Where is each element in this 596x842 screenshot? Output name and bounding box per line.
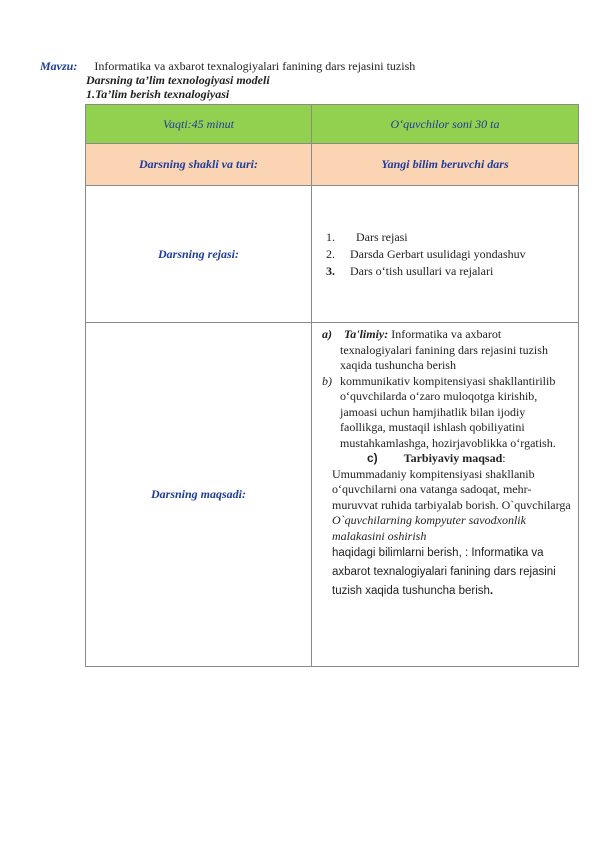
table-row (86, 323, 579, 667)
students-cell: O‘quvchilor soni 30 ta (312, 105, 579, 144)
goal-c-marker: c) (367, 451, 378, 465)
plan-number: 2. (326, 246, 335, 261)
goal-value-cell (312, 323, 579, 667)
goal-c-sans2: Informatika va axbarot texnalogiyalari fanining dars rejasini tuzish xaqida tushuncha berish (332, 547, 556, 597)
goal-c-body (322, 467, 572, 602)
section-subtitle: 1.Ta’lim berish texnalogiyasi (86, 87, 230, 101)
topic-line (40, 59, 415, 74)
plan-number: 3. (326, 263, 335, 278)
topic-text: Informatika va axbarot texnalogiyalari fanining dars rejasini tuzish (94, 59, 416, 73)
list-item (326, 229, 578, 246)
goal-c-colon: : (502, 451, 506, 465)
plan-label-cell: Darsning rejasi: (86, 186, 312, 323)
goal-content (312, 323, 578, 607)
goal-a-text: Informatika va axbarot texnalogiyalari fanining dars rejasini tuzish xaqida tushuncha berish (340, 327, 548, 372)
form-label-cell: Darsning shakli va turi: (86, 144, 312, 186)
table-row (86, 144, 579, 186)
table-row (86, 105, 579, 144)
model-subtitle: Darsning ta’lim texnologiyasi modeli (86, 73, 270, 87)
goal-label-cell: Darsning maqsadi: (86, 323, 312, 667)
list-item (326, 263, 578, 280)
goal-c-text: Umummadaniy kompitensiyasi shakllanib o‘quvchilarni ona vatanga sadoqat, mehr-muruvvat ruhida tarbiyalab borish. O`quvchilarga (332, 466, 571, 512)
plan-text: Dars o‘tish usullari va rejalari (350, 263, 494, 278)
goal-a (322, 327, 572, 374)
form-value-cell: Yangi bilim beruvchi dars (312, 144, 579, 186)
plan-value-cell (312, 186, 579, 323)
list-item (326, 246, 578, 263)
goal-c-heading (322, 451, 572, 467)
goal-b-marker: b) (322, 373, 332, 388)
goal-c-sans-block (332, 544, 572, 601)
topic-label: Mavzu: (40, 59, 78, 73)
goal-a-marker: a) (322, 327, 332, 341)
lesson-table (85, 104, 579, 667)
goal-c-end: . (489, 585, 494, 597)
goal-a-title: Ta'limiy: (344, 327, 389, 341)
time-cell: Vaqti:45 minut (86, 105, 312, 144)
table-row (86, 186, 579, 323)
goal-b-text: kommunikativ kompitensiyasi shakllantirilib o‘quvchilarda o‘zaro muloqotga kirishib, jamoasi uchun hamjihatlik bilan ijodiy faollikga, mustaqil ishlash qobiliyatini mustahkamlashga, hozirjavoblikka o‘rgatish. (340, 373, 556, 450)
goal-c-sans1: haqidagi bilimlarni berish, : (332, 547, 472, 559)
plan-text: Dars rejasi (356, 229, 408, 244)
goal-b (322, 374, 572, 452)
goal-c-italic: O`quvchilarning kompyuter savodxonlik malakasini oshirish (332, 513, 526, 543)
goal-c-title: Tarbiyaviy maqsad (403, 451, 503, 465)
plan-list (312, 229, 578, 280)
plan-text: Darsda Gerbart usulidagi yondashuv (350, 246, 526, 261)
plan-number: 1. (326, 229, 335, 244)
